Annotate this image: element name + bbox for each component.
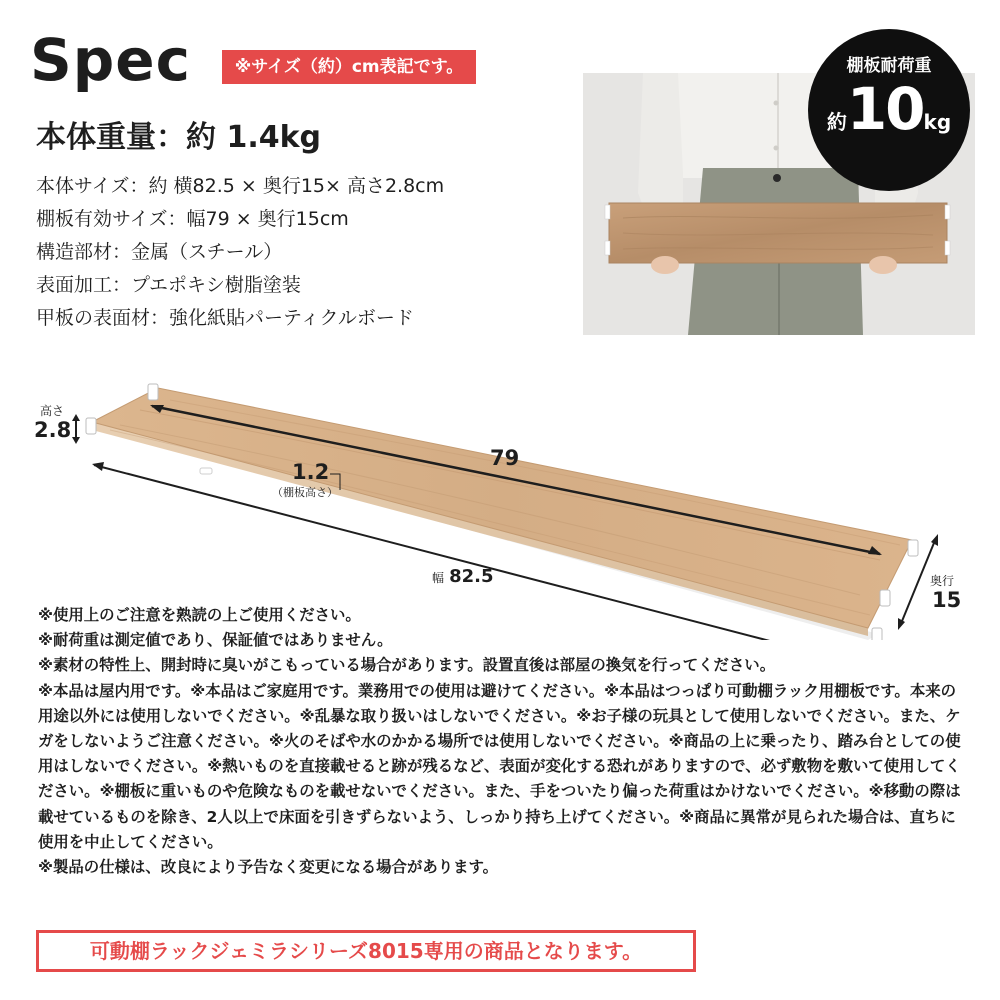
load-capacity-badge [808,29,970,191]
load-capacity-label: 棚板耐荷重 [846,56,932,76]
note-read-instructions: ※使用上のご注意を熟読の上ご使用ください。 [38,606,361,624]
height-label: 高さ [40,404,65,418]
compatibility-notice: 可動棚ラックジェミラシリーズ8015専用の商品となります。 [36,930,696,972]
depth-label: 奥行 [930,574,955,588]
shelf-board [86,384,918,640]
load-capacity-unit: kg [923,110,952,134]
note-spec-change: ※製品の仕様は、改良により予告なく変更になる場合があります。 [38,858,499,877]
width-value: 82.5 [449,566,494,587]
height-value: 2.8 [34,418,72,442]
spec-body-size: 本体サイズ：約 横82.5 × 奥行15× 高さ2.8cm [36,175,445,197]
caution-notes [38,603,962,880]
body-weight: 本体重量：約 1.4kg [36,120,322,155]
width-label: 幅 [432,571,445,585]
load-capacity-prefix: 約 [826,110,847,134]
spec-effective-size: 棚板有効サイズ：幅79 × 奥行15cm [36,208,349,230]
width-dimension [432,566,494,587]
load-capacity-value-line [808,75,970,143]
size-note-badge: ※サイズ（約）cm表記です。 [222,50,476,84]
load-capacity-value: 10 [846,75,924,143]
spec-top-material: 甲板の表面材：強化紙貼パーティクルボード [36,307,414,329]
page-title: Spec [30,26,192,94]
depth-value: 15 [932,588,962,612]
thickness-label: （棚板高さ） [272,486,338,499]
height-arrow [72,414,80,444]
shelf-dimension-diagram [0,370,1000,640]
note-load-not-guaranteed: ※耐荷重は測定値であり、保証値ではありません。 [38,631,393,650]
spec-surface-finish: 表面加工：プエポキシ樹脂塗装 [36,274,301,296]
spec-structure-material: 構造部材：金属（スチール） [36,241,283,263]
note-odor: ※素材の特性上、開封時に臭いがこもっている場合があります。設置直後は部屋の換気を行ってください。 [38,656,776,675]
thickness-value: 1.2 [292,460,330,484]
inner-length-value: 79 [490,446,520,470]
note-usage-cautions: ※本品は屋内用です。※本品はご家庭用です。業務用での使用は避けてください。※本品はつっぱり可動棚ラック用棚板です。本来の用途以外には使用しないでください。※乱暴な取り扱いはしないでください。※お子様の玩具として使用しないでください。また、ケガをしないようご注意ください。※火のそばや水のかかる場所では使用しないでください。※商品の上に乗ったり、踏み台としての使用はしないでください。※熱いものを直接載せると跡が残るなど、表面が変化する恐れがありますので、必ず敷物を敷いて使用してください。※棚板に重いものや危険なものを載せないでください。また、手をついたり偏った荷重はかけないでください。※移動の際は載せているものを除き、2人以上で床面を引きずらないよう、しっかり持ち上げてください。※商品に異常が見られた場合は、直ちに使用を中止してください。 [38,681,961,851]
